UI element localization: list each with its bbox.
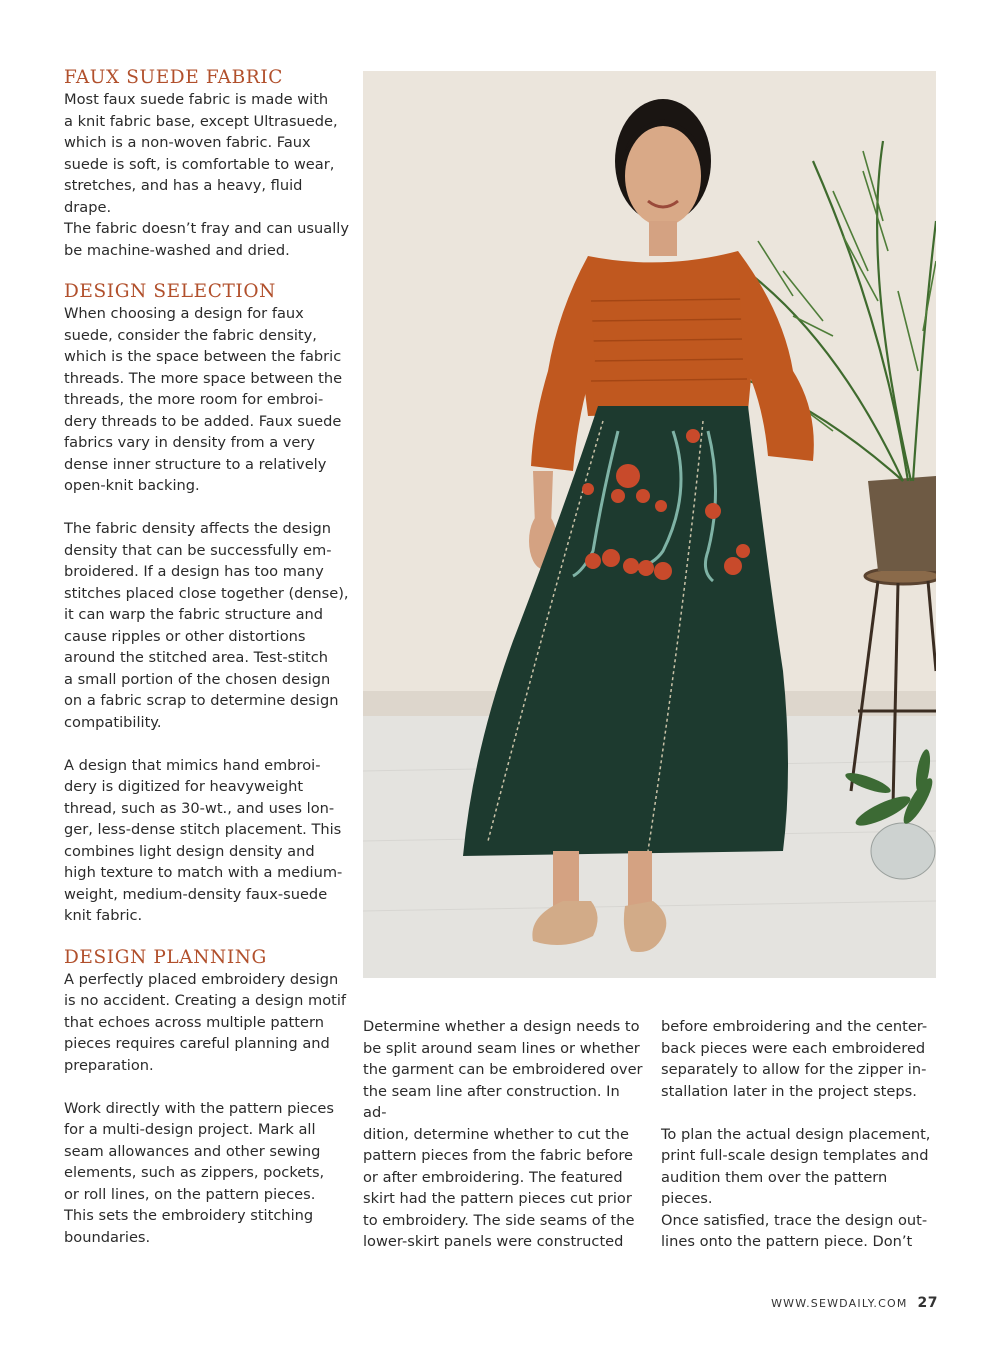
neck: [649, 221, 677, 256]
page-footer: [771, 1295, 938, 1311]
left-column: [64, 67, 354, 1268]
face: [625, 126, 701, 226]
paragraph: A perfectly placed embroidery design is no accident. Creating a design motif that echoes across multiple pattern pieces requires careful planning and preparation.: [64, 970, 347, 1074]
section-design-planning: [64, 947, 354, 1249]
section-faux-suede: [64, 67, 354, 261]
heading-faux-suede: FAUX SUEDE FABRIC: [64, 67, 283, 88]
heading-design-selection: DESIGN SELECTION: [64, 281, 276, 302]
middle-column: [363, 1016, 643, 1253]
paragraph: Work directly with the pattern pieces for a multi-design project. Mark all seam allowances and other sewing elements, such as zippers, pockets, or roll lines, on the pattern pieces. This sets the embroidery stitching boundaries.: [64, 1099, 334, 1246]
page-number: 27: [917, 1295, 938, 1311]
footer-url: WWW.SEWDAILY.COM: [771, 1297, 908, 1310]
orange-top: [575, 251, 758, 416]
paragraph: When choosing a design for faux suede, consider the fabric density, which is the space between the fabric threads. The more space between the threads, the more room for embroi- dery threads to be added. Faux suede fabrics vary in density from a very dense inner structure to a relatively open-knit backing.: [64, 305, 343, 494]
paragraph: before embroidering and the center- back pieces were each embroidered separately to allow for the zipper in- stallation later in the project steps.: [661, 1018, 928, 1100]
heading-design-planning: DESIGN PLANNING: [64, 946, 267, 968]
paragraph: Most faux suede fabric is made with a knit fabric base, except Ultrasuede, which is a non-woven fabric. Faux suede is soft, is comfortable to wear, stretches, and has a heavy, fluid drape. The fabric doesn’t fray and can usually be machine-washed and dried.: [64, 91, 349, 259]
fashion-photo: [363, 71, 936, 978]
paragraph: A design that mimics hand embroi- dery is digitized for heavyweight thread, such as 30-wt., and uses lon- ger, less-dense stitch placement. This combines light design density and high texture to match with a medium- weight, medium-density faux-suede knit fabric.: [64, 756, 343, 924]
floor-pot: [871, 823, 935, 879]
photo-illustration: [363, 71, 936, 978]
paragraph: To plan the actual design placement, print full-scale design templates and audition them over the pattern pieces. Once satisfied, trace the design out- lines onto the pattern piece. Don’t: [661, 1125, 931, 1250]
right-column: [661, 1016, 941, 1253]
plant-pot: [868, 476, 936, 571]
paragraph: Determine whether a design needs to be split around seam lines or whether the garment can be embroidered over the seam line after construction. In ad- dition, determine whether to cut the pattern pieces from the fabric before or after embroidering. The featured skirt had the pattern pieces cut prior to embroidery. The side seams of the lower-skirt panels were constructed: [363, 1018, 643, 1250]
section-design-selection: [64, 281, 354, 927]
paragraph: The fabric density affects the design density that can be successfully em- broidered. If a design has too many stitches placed close together (dense), it can warp the fabric structure and cause ripples or other distortions around the stitched area. Test-stitch a small portion of the chosen design on a fabric scrap to determine design compatibility.: [64, 520, 349, 731]
